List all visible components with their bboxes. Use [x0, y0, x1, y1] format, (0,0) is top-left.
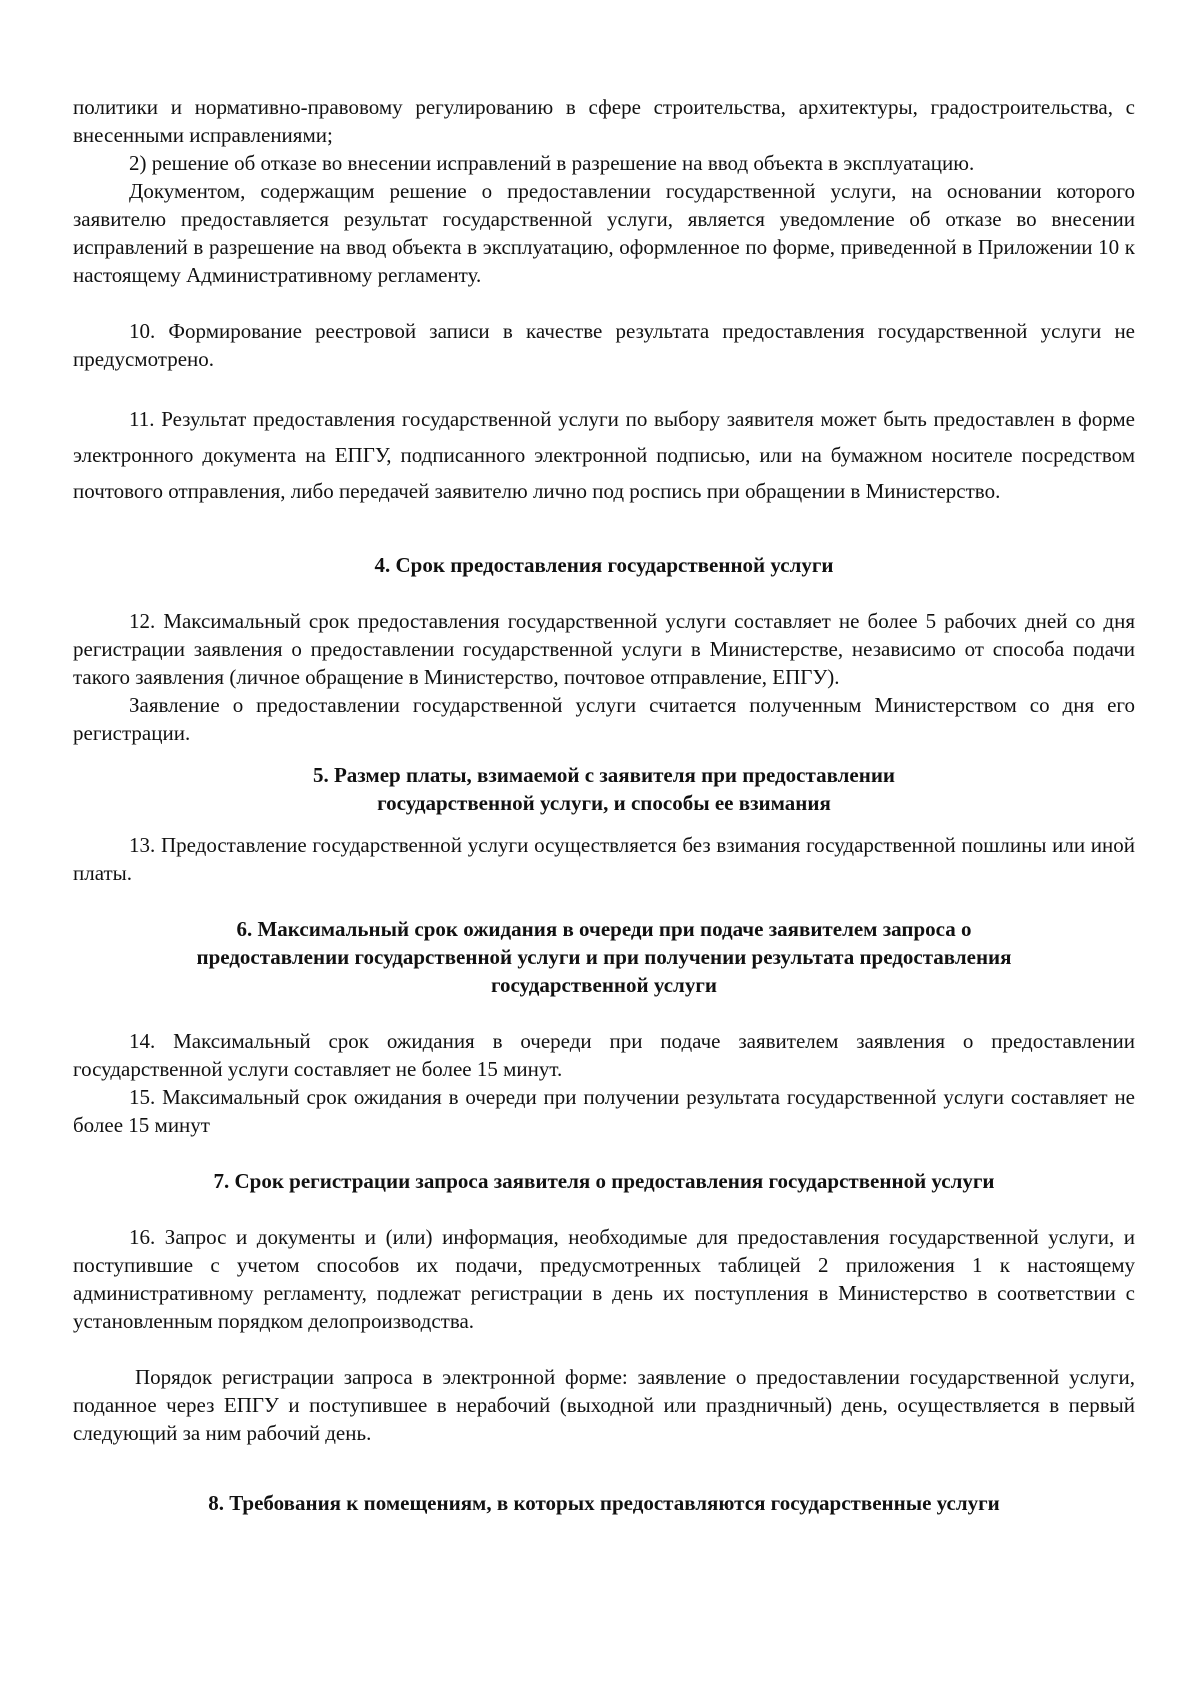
paragraph-13: 13. Предоставление государственной услуги осуществляется без взимания государственной пошлины или иной платы.: [73, 833, 1135, 885]
paragraph-12b: Заявление о предоставлении государственной услуги считается полученным Министерством со дня его регистрации.: [73, 693, 1135, 745]
paragraph: 2) решение об отказе во внесении исправлений в разрешение на ввод объекта в эксплуатацию.: [129, 151, 975, 175]
heading-line: 5. Размер платы, взимаемой с заявителя при предоставлении: [312, 763, 896, 787]
paragraph-15: 15. Максимальный срок ожидания в очереди при получении результата государственной услуги составляет не более 15 минут: [73, 1085, 1135, 1137]
paragraph: политики и нормативно-правовому регулированию в сфере строительства, архитектуры, градостроительства, с внесенными исправлениями;: [73, 95, 1135, 147]
section-heading-7: 7. Срок регистрации запроса заявителя о предоставления государственной услуги: [213, 1169, 995, 1193]
section-heading-8: 8. Требования к помещениям, в которых предоставляются государственные услуги: [208, 1491, 1000, 1515]
paragraph-12: 12. Максимальный срок предоставления государственной услуги составляет не более 5 рабочих дней со дня регистрации заявления о предоставлении государственной услуги в Министерстве, независимо от способа подачи такого заявления (личное обращение в Министерство, почтовое отправление, ЕПГУ).: [73, 609, 1135, 689]
section-heading-6: [73, 915, 1135, 999]
heading-line: государственной услуги, и способы ее взимания: [377, 791, 831, 815]
paragraph-10: 10. Формирование реестровой записи в качестве результата предоставления государственной услуги не предусмотрено.: [73, 319, 1135, 371]
heading-line: государственной услуги: [491, 973, 717, 997]
heading-line: 6. Максимальный срок ожидания в очереди при подаче заявителем запроса о: [236, 917, 972, 941]
paragraph-16: 16. Запрос и документы и (или) информация, необходимые для предоставления государственной услуги, и поступившие с учетом способов их подачи, предусмотренных таблицей 2 приложения 1 к настоящему административному регламенту, подлежат регистрации в день их поступления в Министерство в соответствии с установленным порядком делопроизводства.: [73, 1225, 1135, 1333]
paragraph: Документом, содержащим решение о предоставлении государственной услуги, на основании которого заявителю предоставляется результат государственной услуги, является уведомление об отказе во внесении исправлений в разрешение на ввод объекта в эксплуатацию, оформленное по форме, приведенной в Приложении 10 к настоящему Административному регламенту.: [73, 179, 1135, 287]
section-heading-4: 4. Срок предоставления государственной услуги: [374, 553, 834, 577]
paragraph-14: 14. Максимальный срок ожидания в очереди при подаче заявителем заявления о предоставлении государственной услуги составляет не более 15 минут.: [73, 1029, 1135, 1081]
heading-line: предоставлении государственной услуги и при получении результата предоставления: [196, 945, 1012, 969]
paragraph-16b: Порядок регистрации запроса в электронной форме: заявление о предоставлении государственной услуги, поданное через ЕПГУ и поступившее в нерабочий (выходной или праздничный) день, осуществляется в первый следующий за ним рабочий день.: [73, 1365, 1135, 1445]
paragraph-11: 11. Результат предоставления государственной услуги по выбору заявителя может быть предоставлен в форме электронного документа на ЕПГУ, подписанного электронной подписью, или на бумажном носителе посредством почтового отправления, либо передачей заявителю лично под роспись при обращении в Министерство.: [73, 407, 1135, 503]
document-page: [73, 93, 1135, 1517]
section-heading-5: [73, 761, 1135, 817]
